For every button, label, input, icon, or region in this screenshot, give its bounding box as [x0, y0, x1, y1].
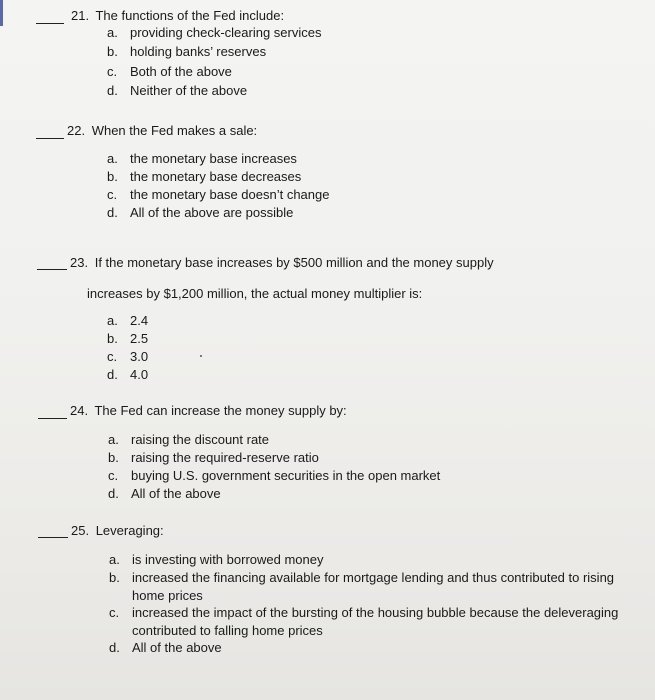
question-text: The Fed can increase the money supply by: [94, 403, 347, 418]
option-letter: c. [107, 64, 118, 79]
option-letter: c. [108, 468, 119, 483]
option-letter: d. [109, 640, 120, 655]
option-letter: d. [107, 205, 118, 220]
option-text: is investing with borrowed money [132, 552, 324, 567]
question-text: When the Fed makes a sale: [91, 123, 258, 138]
option-text: holding banks’ reserves [130, 44, 267, 59]
option-letter: b. [107, 44, 118, 59]
option-letter: a. [107, 25, 118, 40]
option-letter: d. [107, 367, 118, 382]
option-letter: b. [108, 450, 119, 465]
option-letter: a. [109, 552, 120, 567]
option-letter: a. [107, 313, 118, 328]
option-text: 2.5 [130, 331, 149, 346]
option-text: increased the impact of the bursting of the housing bubble because the deleveraging contributed to falling home prices [132, 605, 619, 638]
option-letter: b. [109, 570, 120, 585]
option-text: the monetary base decreases [130, 169, 302, 184]
question-23-continuation: increases by $1,200 million, the actual money multiplier is: [87, 286, 423, 301]
left-edge-mark [0, 0, 3, 26]
option-letter: b. [107, 169, 118, 184]
option-text: the monetary base increases [130, 151, 297, 166]
option-letter: d. [107, 83, 118, 98]
stray-dot-mark [200, 355, 202, 357]
question-21-prompt [71, 8, 284, 24]
question-number: 25. [71, 523, 90, 538]
option-text: All of the above are possible [130, 205, 294, 220]
question-25-prompt [71, 523, 164, 539]
option-letter: a. [107, 151, 118, 166]
option-text: raising the discount rate [131, 432, 270, 447]
option-text: raising the required-reserve ratio [131, 450, 319, 465]
answer-blank-21[interactable] [36, 23, 64, 24]
question-number: 24. [70, 403, 89, 418]
option-text: All of the above [131, 486, 221, 501]
option-letter: c. [107, 349, 118, 364]
option-letter: d. [108, 486, 119, 501]
option-text: 3.0 [130, 349, 149, 364]
question-23-prompt [70, 255, 494, 271]
question-text: The functions of the Fed include: [95, 8, 285, 23]
question-number: 21. [71, 8, 90, 23]
option-text: buying U.S. government securities in the open market [131, 468, 441, 483]
question-number: 22. [67, 123, 86, 138]
question-text: Leveraging: [95, 523, 164, 538]
answer-blank-24[interactable] [38, 418, 67, 419]
answer-blank-23[interactable] [37, 269, 67, 270]
option-text: 2.4 [130, 313, 149, 328]
option-text: 4.0 [130, 367, 149, 382]
question-number: 23. [70, 255, 89, 270]
option-letter: c. [107, 187, 118, 202]
option-text: providing check-clearing services [130, 25, 322, 40]
option-letter: a. [108, 432, 119, 447]
option-text: All of the above [132, 640, 222, 655]
option-letter: b. [107, 331, 118, 346]
option-text: the monetary base doesn’t change [130, 187, 330, 202]
question-text: If the monetary base increases by $500 million and the money supply [94, 255, 494, 270]
question-22-prompt [67, 123, 257, 139]
option-letter: c. [109, 605, 120, 620]
option-text: Neither of the above [130, 83, 248, 98]
option-text: increased the financing available for mortgage lending and thus contributed to rising home prices [132, 570, 615, 603]
option-text: Both of the above [130, 64, 232, 79]
question-24-prompt [70, 403, 347, 419]
answer-blank-22[interactable] [36, 138, 64, 139]
answer-blank-25[interactable] [38, 537, 68, 538]
